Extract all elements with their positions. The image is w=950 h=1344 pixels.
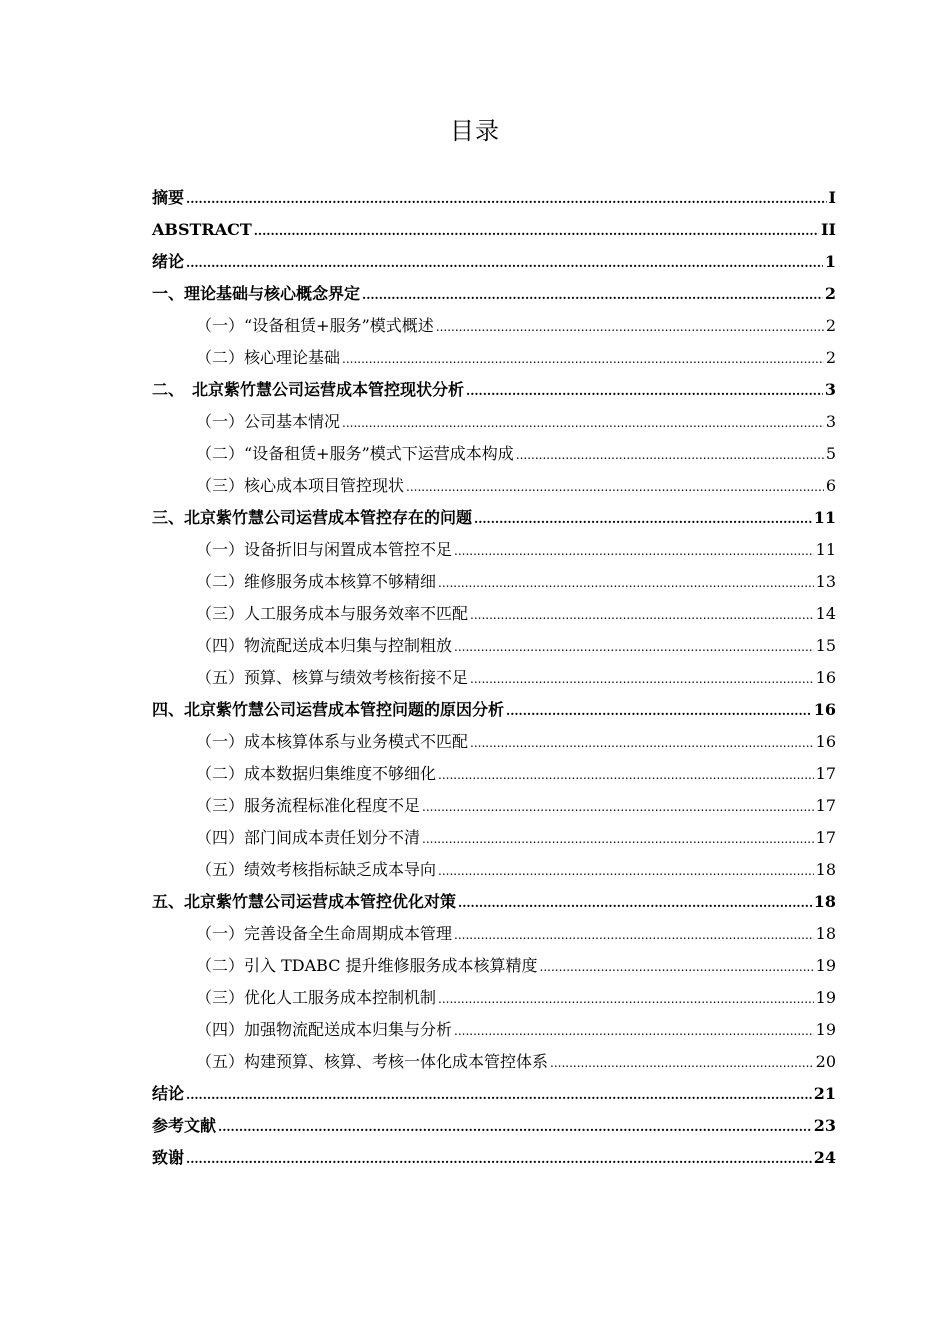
toc-dot-leader <box>186 183 827 215</box>
toc-entry[interactable] <box>152 982 836 1014</box>
toc-entry-label: 致谢 <box>152 1148 185 1167</box>
toc-dot-leader <box>474 503 812 535</box>
toc-dot-leader <box>550 1047 814 1079</box>
toc-entry[interactable] <box>152 822 836 854</box>
toc-entry[interactable] <box>152 438 836 470</box>
toc-entry-page-number: 3 <box>824 380 836 399</box>
toc-entry-label: （四）加强物流配送成本归集与分析 <box>196 1020 453 1039</box>
toc-entry[interactable] <box>152 886 836 918</box>
toc-entry-label: （二）“设备租赁+服务”模式下运营成本构成 <box>196 444 514 463</box>
toc-dot-leader <box>506 695 812 727</box>
toc-dot-leader <box>470 663 814 695</box>
toc-entry-page-number: 3 <box>825 412 836 431</box>
toc-entry-page-number: 20 <box>815 1052 836 1071</box>
toc-entry-page-number: 18 <box>815 924 836 943</box>
toc-dot-leader <box>406 471 824 503</box>
toc-entry-page-number: 15 <box>815 636 836 655</box>
toc-entry-label: （三）优化人工服务成本控制机制 <box>196 988 437 1007</box>
toc-entry-page-number: 16 <box>815 732 836 751</box>
toc-entry[interactable] <box>152 854 836 886</box>
toc-dot-leader <box>470 599 814 631</box>
toc-entry[interactable] <box>152 726 836 758</box>
toc-dot-leader <box>540 951 814 983</box>
toc-entry-label: （二）核心理论基础 <box>196 348 341 367</box>
toc-entry-label: （四）物流配送成本归集与控制粗放 <box>196 636 453 655</box>
toc-entry-label: （三）服务流程标准化程度不足 <box>196 796 421 815</box>
toc-entry-label: （一）“设备租赁+服务”模式概述 <box>196 316 434 335</box>
toc-entry-page-number: 21 <box>813 1084 836 1103</box>
toc-entry-page-number: 17 <box>815 828 836 847</box>
toc-dot-leader <box>470 727 814 759</box>
toc-entry-label: （一）完善设备全生命周期成本管理 <box>196 924 453 943</box>
toc-entry[interactable] <box>152 406 836 438</box>
toc-entry-label: 五、北京紫竹慧公司运营成本管控优化对策 <box>152 892 457 911</box>
toc-dot-leader <box>454 919 814 951</box>
toc-dot-leader <box>454 1015 814 1047</box>
toc-entry-label: （一）成本核算体系与业务模式不匹配 <box>196 732 469 751</box>
toc-entry[interactable] <box>152 470 836 502</box>
toc-dot-leader <box>254 215 819 247</box>
toc-dot-leader <box>218 1111 812 1143</box>
toc-dot-leader <box>342 343 824 375</box>
toc-entry-page-number: 14 <box>815 604 836 623</box>
toc-entry-label: 绪论 <box>152 252 185 271</box>
toc-entry[interactable] <box>152 1014 836 1046</box>
toc-entry[interactable] <box>152 918 836 950</box>
toc-entry-page-number: 17 <box>815 796 836 815</box>
toc-entry[interactable] <box>152 1046 836 1078</box>
toc-entry-page-number: 16 <box>813 700 836 719</box>
toc-entry[interactable] <box>152 630 836 662</box>
toc-entry[interactable] <box>152 566 836 598</box>
toc-entry-page-number: 1 <box>824 252 836 271</box>
toc-dot-leader <box>186 247 823 279</box>
toc-dot-leader <box>422 791 814 823</box>
toc-entry-label: （五）预算、核算与绩效考核衔接不足 <box>196 668 469 687</box>
toc-entry[interactable] <box>152 246 836 278</box>
toc-entry-label: 四、北京紫竹慧公司运营成本管控问题的原因分析 <box>152 700 505 719</box>
toc-entry[interactable] <box>152 790 836 822</box>
toc-dot-leader <box>454 631 814 663</box>
toc-entry[interactable] <box>152 342 836 374</box>
toc-dot-leader <box>186 1143 812 1175</box>
toc-entry[interactable] <box>152 534 836 566</box>
toc-entry-page-number: 23 <box>813 1116 836 1135</box>
toc-entry-page-number: I <box>828 188 836 207</box>
toc-entry-page-number: 2 <box>825 348 836 367</box>
toc-entry-page-number: 19 <box>815 956 836 975</box>
toc-dot-leader <box>436 311 824 343</box>
toc-entry[interactable] <box>152 1078 836 1110</box>
toc-dot-leader <box>516 439 824 471</box>
toc-entry[interactable] <box>152 214 836 246</box>
toc-entry[interactable] <box>152 278 836 310</box>
toc-entry-page-number: 17 <box>815 764 836 783</box>
toc-entry[interactable] <box>152 1110 836 1142</box>
toc-entry-page-number: 6 <box>825 476 836 495</box>
page-title: 目录 <box>450 117 500 145</box>
toc-entry-label: 参考文献 <box>152 1116 217 1135</box>
toc-entry-label: （一）设备折旧与闲置成本管控不足 <box>196 540 453 559</box>
toc-dot-leader <box>438 567 814 599</box>
toc-entry-label: （三）核心成本项目管控现状 <box>196 476 405 495</box>
toc-entry-label: （五）构建预算、核算、考核一体化成本管控体系 <box>196 1052 549 1071</box>
toc-entry-label: （二）维修服务成本核算不够精细 <box>196 572 437 591</box>
toc-entry-label: 三、北京紫竹慧公司运营成本管控存在的问题 <box>152 508 473 527</box>
toc-entry-page-number: 11 <box>815 540 836 559</box>
toc-entry-page-number: 19 <box>815 988 836 1007</box>
table-of-contents <box>152 182 836 1174</box>
toc-entry-page-number: 19 <box>815 1020 836 1039</box>
toc-entry-label: （四）部门间成本责任划分不清 <box>196 828 421 847</box>
toc-dot-leader <box>454 535 814 567</box>
toc-entry[interactable] <box>152 182 836 214</box>
toc-entry-page-number: 18 <box>813 892 836 911</box>
toc-entry-label: 二、 北京紫竹慧公司运营成本管控现状分析 <box>152 380 465 399</box>
toc-entry[interactable] <box>152 758 836 790</box>
toc-entry-label: （三）人工服务成本与服务效率不匹配 <box>196 604 469 623</box>
toc-entry-label: （五）绩效考核指标缺乏成本导向 <box>196 860 437 879</box>
toc-entry[interactable] <box>152 374 836 406</box>
toc-entry-page-number: 5 <box>825 444 836 463</box>
toc-entry-label: 一、理论基础与核心概念界定 <box>152 284 361 303</box>
toc-dot-leader <box>362 279 823 311</box>
toc-entry-label: （二）引入 TDABC 提升维修服务成本核算精度 <box>196 956 538 975</box>
toc-dot-leader <box>466 375 823 407</box>
toc-dot-leader <box>186 1079 812 1111</box>
toc-dot-leader <box>438 983 814 1015</box>
toc-entry-page-number: 24 <box>813 1148 836 1167</box>
toc-entry-page-number: 2 <box>825 316 836 335</box>
toc-dot-leader <box>422 823 814 855</box>
toc-entry-label: （一）公司基本情况 <box>196 412 341 431</box>
toc-entry[interactable] <box>152 694 836 726</box>
toc-dot-leader <box>342 407 824 439</box>
toc-entry-page-number: 13 <box>815 572 836 591</box>
toc-entry[interactable] <box>152 598 836 630</box>
toc-dot-leader <box>458 887 812 919</box>
toc-entry-label: 结论 <box>152 1084 185 1103</box>
toc-entry[interactable] <box>152 502 836 534</box>
toc-entry[interactable] <box>152 662 836 694</box>
toc-entry[interactable] <box>152 1142 836 1174</box>
toc-entry-page-number: 2 <box>824 284 836 303</box>
toc-entry[interactable] <box>152 310 836 342</box>
toc-entry-label: ABSTRACT <box>152 220 252 239</box>
toc-entry-label: （二）成本数据归集维度不够细化 <box>196 764 437 783</box>
toc-entry-page-number: 11 <box>813 508 836 527</box>
toc-dot-leader <box>438 759 814 791</box>
toc-entry[interactable] <box>152 950 836 982</box>
toc-entry-page-number: II <box>821 220 836 239</box>
toc-dot-leader <box>438 855 814 887</box>
toc-entry-page-number: 16 <box>815 668 836 687</box>
toc-entry-label: 摘要 <box>152 188 185 207</box>
toc-entry-page-number: 18 <box>815 860 836 879</box>
